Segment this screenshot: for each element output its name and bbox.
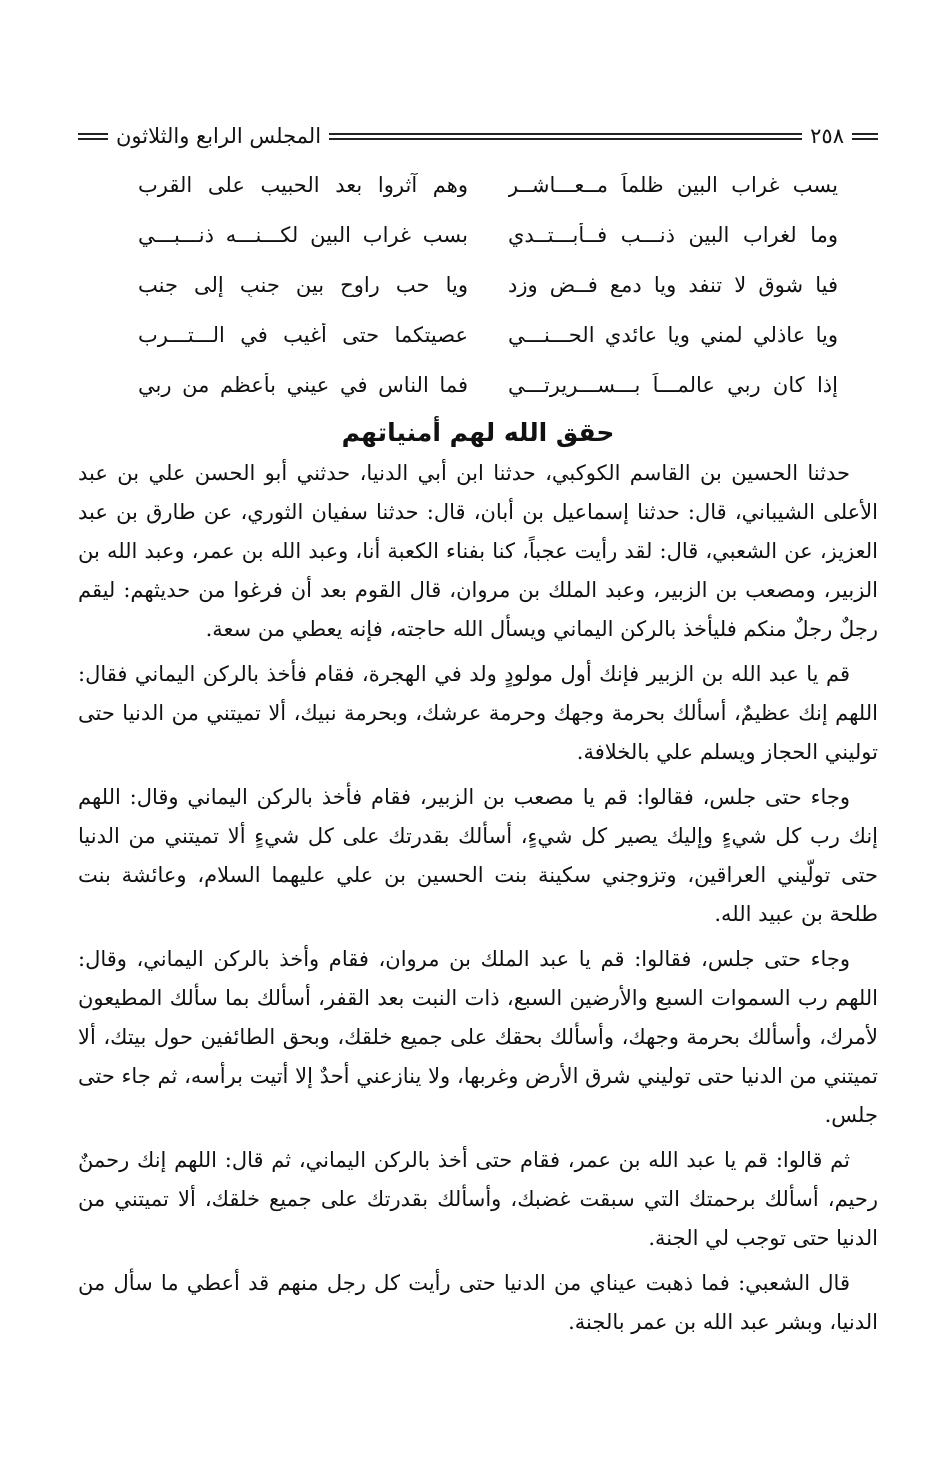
verse xyxy=(78,160,878,210)
verse xyxy=(78,260,878,310)
verse-second-hemistich: بسب غراب البين لكـــنـــه ذنـــبـــي xyxy=(138,223,468,247)
verse-first-hemistich: ويا عاذلي لمني ويا عائدي الحـــنـــي xyxy=(508,323,838,347)
paragraph: وجاء حتى جلس، فقالوا: قم يا مصعب بن الزبير، فقام فأخذ بالركن اليماني وقال: اللهم إنك رب كل شيءٍ وإليك يصير كل شيءٍ، أسألك بقدرتك على كل شيءٍ ألا تميتني من الدنيا حتى تولّيني العراقين، وتزوجني سكينة بنت الحسين بن علي عليهما السلام، وعائشة بنت طلحة بن عبيد الله. xyxy=(78,785,878,926)
header-rule-right xyxy=(852,133,878,140)
verse-second-hemistich: فما الناس في عيني بأعظم من ربي xyxy=(138,373,468,397)
body-text xyxy=(78,454,878,1342)
verse-first-hemistich: إذا كان ربي عالمـــاً بـــســـريرتـــي xyxy=(508,373,838,397)
verse xyxy=(78,360,878,410)
book-page xyxy=(78,118,878,1398)
chapter-title: المجلس الرابع والثلاثون xyxy=(116,124,322,148)
verse-second-hemistich: عصيتكما حتى أغيب في الـــتـــرب xyxy=(138,323,468,347)
verse-first-hemistich: فيا شوق لا تنفد ويا دمع فــض وزد xyxy=(508,273,838,297)
verse xyxy=(78,310,878,360)
paragraph: وجاء حتى جلس، فقالوا: قم يا عبد الملك بن مروان، فقام وأخذ بالركن اليماني، وقال: اللهم رب السموات السبع والأرضين السبع، ذات النبت بعد القفر، أسألك بما سألك المطيعون لأمرك، وأسألك بحرمة وجهك، وأسألك بحقك على جميع خلقك، وبحق الطائفين حول بيتك، ألا تميتني من الدنيا حتى توليني شرق الأرض وغربها، ولا ينازعني أحدٌ إلا أتيت برأسه، ثم جاء حتى جلس. xyxy=(78,947,878,1127)
page-number: ٢٥٨ xyxy=(810,124,844,148)
paragraph: قال الشعبي: فما ذهبت عيناي من الدنيا حتى رأيت كل رجل منهم قد أعطي ما سأل من الدنيا، وبشر عبد الله بن عمر بالجنة. xyxy=(78,1271,878,1334)
verse-first-hemistich: وما لغراب البين ذنـــب فــأبـــتــدي xyxy=(508,223,838,247)
verse xyxy=(78,210,878,260)
poem xyxy=(78,160,878,410)
header-rule-middle xyxy=(329,133,802,140)
verse-second-hemistich: ويا حب راوح بين جنبٍ إلى جنب xyxy=(138,273,468,297)
running-header xyxy=(78,118,878,154)
paragraph: قم يا عبد الله بن الزبير فإنك أول مولودٍ ولد في الهجرة، فقام فأخذ بالركن اليماني فقال: اللهم إنك عظيمٌ، أسألك بحرمة وجهك وحرمة عرشك، وبحرمة نبيك، ألا تميتني من الدنيا حتى توليني الحجاز ويسلم علي بالخلافة. xyxy=(78,662,878,764)
header-rule-left xyxy=(78,133,108,140)
verse-first-hemistich: يسب غراب البين ظلماً مــعـــاشــر xyxy=(508,173,838,197)
section-heading: حقق الله لهم أمنياتهم xyxy=(341,418,615,447)
paragraph: حدثنا الحسين بن القاسم الكوكبي، حدثنا ابن أبي الدنيا، حدثني أبو الحسن علي بن عبد الأعلى الشيباني، قال: حدثنا إسماعيل بن أبان، قال: حدثنا سفيان الثوري، عن طارق بن عبد العزيز، عن الشعبي، قال: لقد رأيت عجباً، كنا بفناء الكعبة أنا، وعبد الله بن عمر، وعبد الله بن الزبير، ومصعب بن الزبير، وعبد الملك بن مروان، قال القوم بعد أن فرغوا من حديثهم: ليقم رجلٌ رجلٌ منكم فليأخذ بالركن اليماني ويسأل الله حاجته، فإنه يعطي من سعة. xyxy=(78,461,878,641)
verse-second-hemistich: وهم آثروا بعد الحبيب على القرب xyxy=(138,173,468,197)
paragraph: ثم قالوا: قم يا عبد الله بن عمر، فقام حتى أخذ بالركن اليماني، ثم قال: اللهم إنك رحمنٌ رحيم، أسألك برحمتك التي سبقت غضبك، وأسألك بقدرتك على جميع خلقك، ألا تميتني من الدنيا حتى توجب لي الجنة. xyxy=(78,1148,878,1250)
